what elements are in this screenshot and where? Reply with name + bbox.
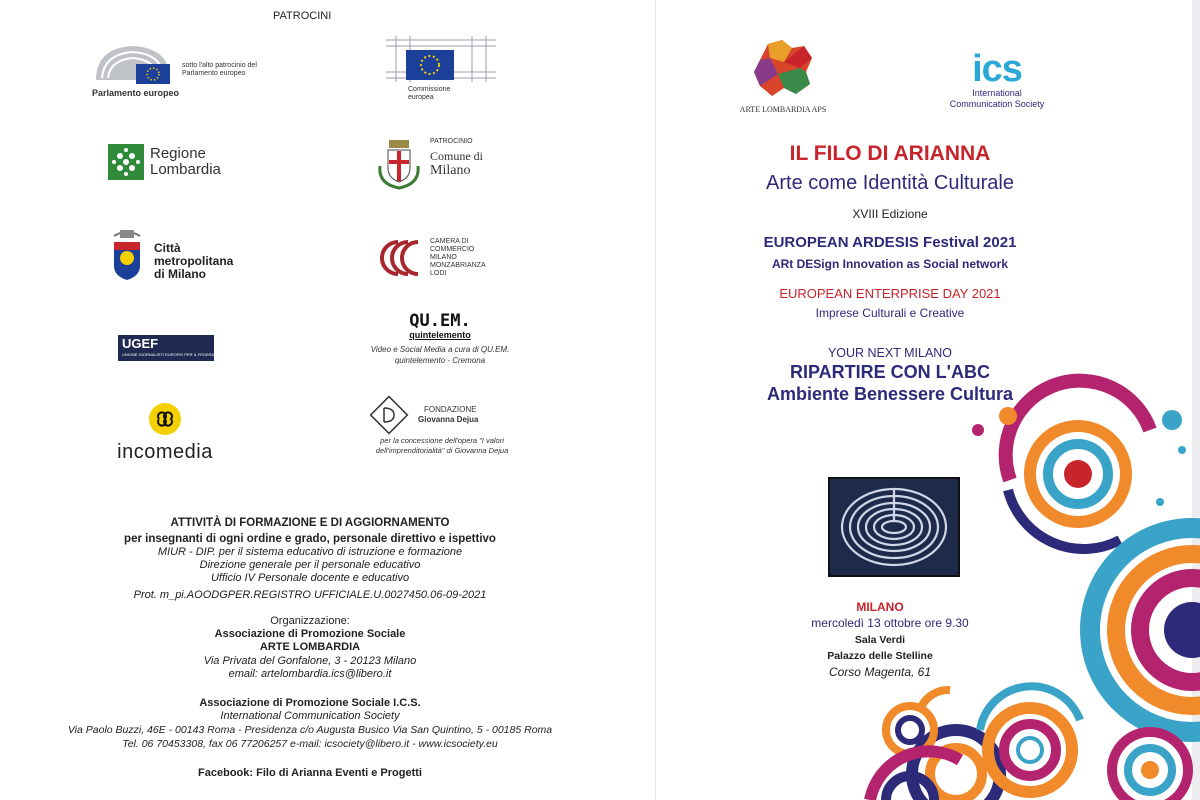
camera-line-3: MONZABRIANZA: [430, 262, 486, 269]
organizzazione-label: Organizzazione:: [270, 615, 350, 627]
next-milano: YOUR NEXT MILANO: [827, 346, 953, 360]
organizzazione-assoc1: Associazione di Promozione Sociale: [214, 628, 406, 640]
camera-line-4: LODI: [430, 270, 447, 277]
comune-line1: Comune di: [430, 149, 483, 163]
incomedia-icon: [148, 402, 182, 436]
deco-circle-bottom-center: [980, 686, 1080, 792]
organizzazione-contacts2: Tel. 06 70453308, fax 06 77206257 e-mail: icsociety@libero.it - www.icsociety.eu: [122, 738, 498, 750]
camera-line-0: CAMERA DI: [430, 238, 469, 245]
citta-crest-icon: [106, 226, 148, 282]
camera-ccc-icon: [378, 236, 426, 280]
ics-line1: International: [972, 88, 1022, 98]
labyrinth-icon: [829, 478, 959, 576]
decorative-circles: [960, 390, 1192, 800]
deco-circle-lower-left: [870, 706, 960, 800]
ics-line2: Communication Society: [949, 99, 1045, 109]
citta-line2: metropolitana: [154, 254, 234, 268]
formazione-subtitle: per insegnanti di ogni ordine e grado, personale direttivo e ispettivo: [124, 533, 496, 545]
fondazione-line2: Giovanna Dejua: [418, 415, 479, 424]
deco-circle-top: [1006, 381, 1150, 549]
comune-line2: Milano: [430, 163, 471, 178]
organizzazione-address1: Via Privata del Gonfalone, 3 - 20123 Milano: [203, 655, 417, 667]
parlamento-europeo-logo: [92, 42, 272, 102]
commissione-europea-logo: [386, 32, 496, 104]
fold-line: [655, 0, 656, 800]
ripartire-title: RIPARTIRE CON L'ABC: [790, 362, 990, 382]
formazione-line3: Ufficio IV Personale docente e educativo: [210, 572, 410, 584]
event-edition: XVIII Edizione: [852, 207, 928, 221]
formazione-prot: Prot. m_pi.AOODGPER.REGISTRO UFFICIALE.U.0027450.06-09-2021: [133, 589, 487, 601]
festival-subtitle: ARt DESign Innovation as Social network: [771, 257, 1009, 271]
fondazione-dejua-logo: [372, 400, 512, 470]
quem-logo: [360, 312, 520, 376]
ics-mark: ics: [972, 48, 1022, 90]
regione-line1: Regione: [150, 145, 206, 162]
deco-dot-orange: [999, 407, 1017, 425]
incomedia-name: incomedia: [117, 441, 213, 463]
arte-lombardia-logo: [738, 38, 828, 118]
parlamento-icon: [92, 42, 174, 86]
event-venue1: Sala Verdi: [854, 634, 906, 646]
festival-title: EUROPEAN ARDESIS Festival 2021: [763, 234, 1017, 251]
event-date: mercoledì 13 ottobre ore 9.30: [811, 616, 969, 630]
labyrinth-artwork: [829, 478, 959, 576]
camera-line-1: COMMERCIO: [430, 246, 475, 253]
formazione-line1: MIUR - DIP. per il sistema educativo di istruzione e formazione: [157, 546, 463, 558]
patrocini-heading: PATROCINI: [273, 10, 332, 22]
comune-patrocinio: PATROCINIO: [430, 138, 473, 145]
lombardia-map-icon: [748, 38, 818, 100]
regione-rosa-camuna-icon: [108, 144, 144, 180]
event-venue3: Corso Magenta, 61: [828, 665, 932, 679]
organizzazione-assoc2: Associazione di Promozione Sociale I.C.S.: [199, 697, 421, 709]
organizzazione-facebook: Facebook: Filo di Arianna Eventi e Progetti: [198, 767, 422, 779]
citta-line1: Città: [154, 241, 181, 255]
quem-sub: quintelemento: [409, 330, 471, 340]
event-title: IL FILO DI ARIANNA: [789, 142, 991, 165]
camera-line-2: MILANO: [430, 254, 457, 261]
ics-logo: [932, 50, 1062, 120]
comune-crest-icon: [374, 136, 424, 190]
abc-title: Ambiente Benessere Cultura: [766, 384, 1014, 404]
regione-line2: Lombardia: [150, 161, 221, 178]
fondazione-caption: per la concessione dell'opera "I valori dell'imprenditorialità" di Giovanna Dejua: [375, 436, 509, 455]
organizzazione-assoc2-name: International Communication Society: [220, 710, 400, 722]
quem-title: QU.EM.: [409, 311, 471, 331]
parlamento-note: sotto l'alto patrocinio del Parlamento europeo: [182, 62, 257, 77]
deco-circle-bottom-right: [1112, 732, 1188, 800]
formazione-line2: Direzione generale per il personale educativo: [199, 559, 421, 571]
deco-circle-middle: [1090, 528, 1200, 732]
event-city: MILANO: [856, 600, 904, 614]
ugef-logo: [118, 335, 227, 361]
deco-dot-teal: [1162, 410, 1182, 430]
organizzazione-assoc1-name: ARTE LOMBARDIA: [259, 641, 361, 653]
deco-dot-magenta: [972, 424, 984, 436]
commissione-icon: [386, 32, 496, 84]
fondazione-icon: [372, 400, 406, 432]
fondazione-line1: FONDAZIONE: [424, 405, 477, 414]
comune-milano-logo: [374, 136, 494, 192]
formazione-title: ATTIVITÀ DI FORMAZIONE E DI AGGIORNAMENTO: [170, 517, 450, 529]
decorative-circles-left: [870, 700, 960, 800]
enterprise-title: EUROPEAN ENTERPRISE DAY 2021: [779, 286, 1001, 301]
camera-commercio-logo: [378, 236, 508, 282]
incomedia-logo: [100, 402, 230, 462]
ugef-sub: UNIONE GIORNALISTI EUROPEI PER IL FEDERALISMO: [122, 352, 227, 357]
deco-dot-teal-small: [1178, 446, 1186, 454]
enterprise-subtitle: Imprese Culturali e Creative: [815, 306, 965, 320]
citta-line3: di Milano: [154, 267, 206, 281]
commissione-name: Commissione europea: [408, 86, 451, 101]
organizzazione-address2: Via Paolo Buzzi, 46E - 00143 Roma - Presidenza c/o Augusta Busico Via San Quintino, 5 - 00185 Roma: [67, 724, 553, 736]
arte-lombardia-name: ARTE LOMBARDIA APS: [739, 105, 827, 114]
organizzazione-email1: email: artelombardia.ics@libero.it: [228, 668, 392, 680]
ugef-title: UGEF: [122, 336, 159, 351]
citta-metropolitana-logo: [106, 226, 246, 286]
deco-dot-teal-2: [1156, 498, 1164, 506]
event-subtitle: Arte come Identità Culturale: [766, 172, 1014, 194]
regione-lombardia-logo: [108, 144, 248, 184]
event-venue2: Palazzo delle Stelline: [827, 650, 933, 662]
parlamento-name: Parlamento europeo: [92, 88, 180, 98]
quem-caption: Video e Social Media a cura di QU.EM. quintelemento - Cremona: [370, 345, 510, 365]
